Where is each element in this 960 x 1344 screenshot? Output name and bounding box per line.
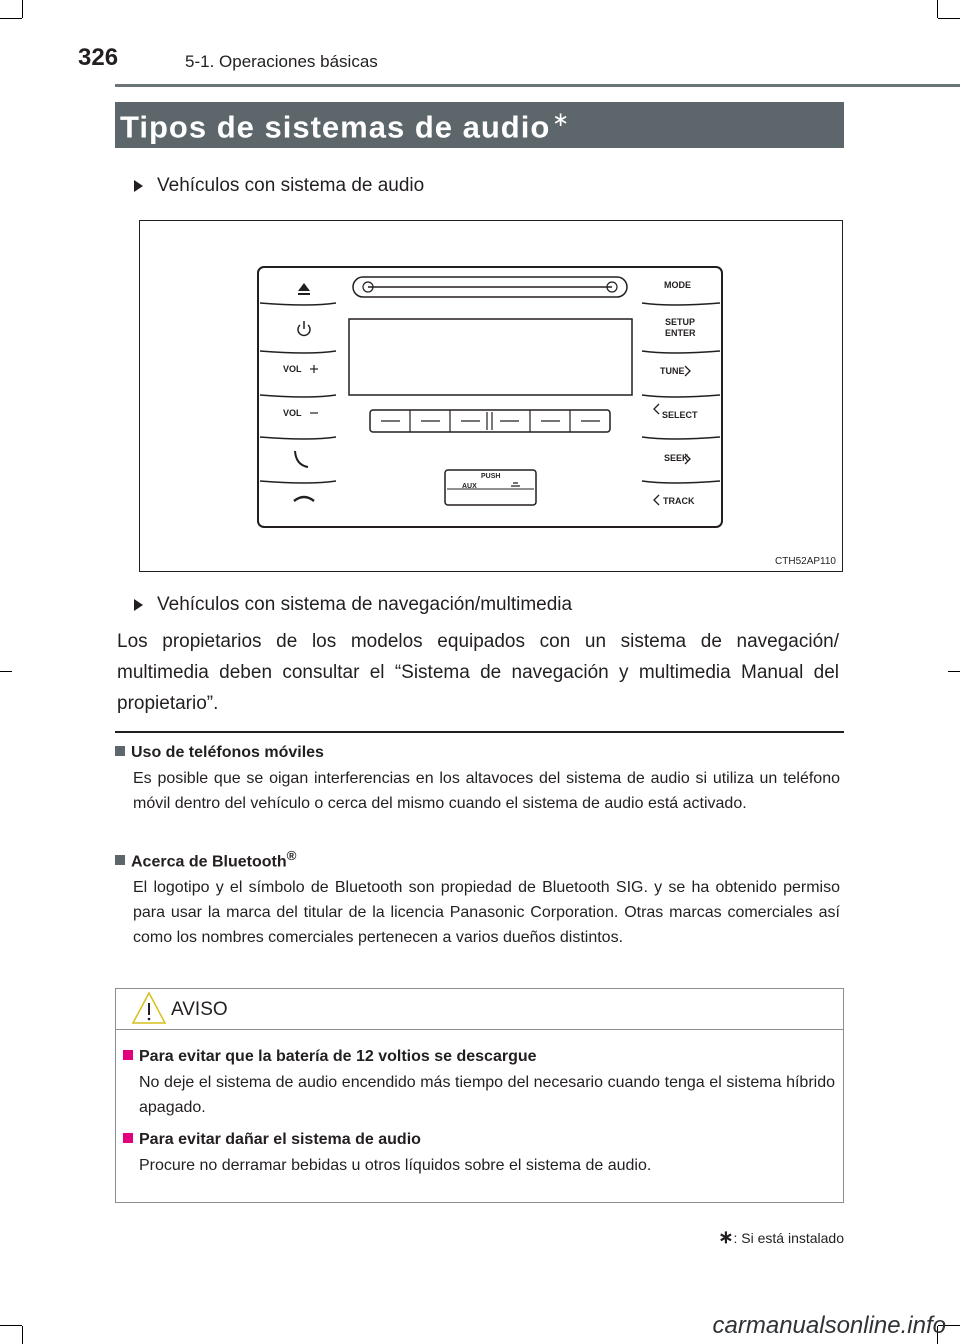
paragraph: Los propietarios de los modelos equipados con un sistema de navegación/ multimedia deben consultar el “Sistema de navegación y multimedia Manual del propietario”. [117,631,839,714]
separator [115,731,844,733]
registered-mark: ® [286,848,297,863]
audio-unit-figure [139,220,843,572]
bullet-audio-system [134,175,424,197]
triangle-bullet-icon [134,599,143,611]
crop-mark [948,671,960,672]
page-number: 326 [78,44,119,71]
square-bullet-icon [123,1133,133,1143]
square-bullet-icon [115,855,125,865]
crop-mark [938,18,960,19]
aviso-item-battery [123,1048,835,1120]
page-title [120,107,570,145]
crop-mark [937,0,938,18]
section-title: 5-1. Operaciones básicas [185,52,378,71]
crop-mark [22,0,23,18]
enter-label: ENTER [665,328,696,338]
note-title [115,848,840,871]
note-title [115,744,840,762]
crop-mark [0,671,12,672]
note-bluetooth [115,848,840,950]
crop-mark [22,1326,23,1344]
crop-mark [0,1325,22,1326]
tune-label: TUNE [660,366,685,376]
aviso-item-title-text: Para evitar dañar el sistema de audio [139,1131,421,1148]
aux-push-label: PUSH [481,473,501,480]
note-body: Es posible que se oigan interferencias en los altavoces del sistema de audio si utiliza un teléfono móvil dentro del vehículo o cerca del mismo cuando el sistema de audio está activado. [133,770,840,812]
mode-label: MODE [664,280,691,290]
note-title-text: Uso de teléfonos móviles [131,744,324,761]
bullet-navigation-system [134,594,572,616]
aviso-item-body: No deje el sistema de audio encendido más tiempo del necesario cuando tenga el sistema híbrido apagado. [139,1074,835,1116]
note-body: El logotipo y el símbolo de Bluetooth son propiedad de Bluetooth SIG. y se ha obtenido permiso para usar la marca del titular de la licencia Panasonic Corporation. Otras marcas comerciales así como los nombres comerciales pertenecen a varios dueños distintos. [133,879,840,947]
aux-label: AUX [462,483,477,490]
square-bullet-icon [115,746,125,756]
seek-label: SEEK [664,453,689,463]
page-title-text: Tipos de sistemas de audio [120,109,551,145]
select-label: SELECT [662,410,698,420]
aviso-item-title [123,1131,835,1149]
header-rule [115,84,960,87]
aviso-item-title-text: Para evitar que la batería de 12 voltios se descargue [139,1048,537,1065]
square-bullet-icon [123,1050,133,1060]
footnote-text: : Si está instalado [733,1230,844,1246]
aviso-label: AVISO [171,999,228,1020]
footnote-star: ∗ [718,1227,734,1247]
aviso-item-title [123,1048,835,1066]
warning-triangle-icon [131,990,167,1026]
note-title-text: Acerca de Bluetooth [131,853,287,871]
title-star: ∗ [552,109,571,131]
setup-label: SETUP [665,317,696,327]
track-label: TRACK [663,496,695,506]
crop-mark [0,18,22,19]
bullet-text: Vehículos con sistema de audio [157,175,425,196]
triangle-bullet-icon [134,180,143,192]
vol-plus-label: VOL [283,364,302,374]
audio-unit-illustration [140,221,842,571]
bullet-text: Vehículos con sistema de navegación/multimedia [157,594,573,615]
aviso-item-audio [123,1131,835,1178]
watermark: carmanualsonline.info [712,1312,946,1339]
vol-minus-label: VOL [283,408,302,418]
figure-code: CTH52AP110 [775,556,836,567]
setup-enter-label [665,317,696,339]
aviso-item-body: Procure no derramar bebidas u otros líquidos sobre el sistema de audio. [139,1157,652,1174]
footnote [718,1227,844,1248]
note-mobile-phones [115,744,840,816]
